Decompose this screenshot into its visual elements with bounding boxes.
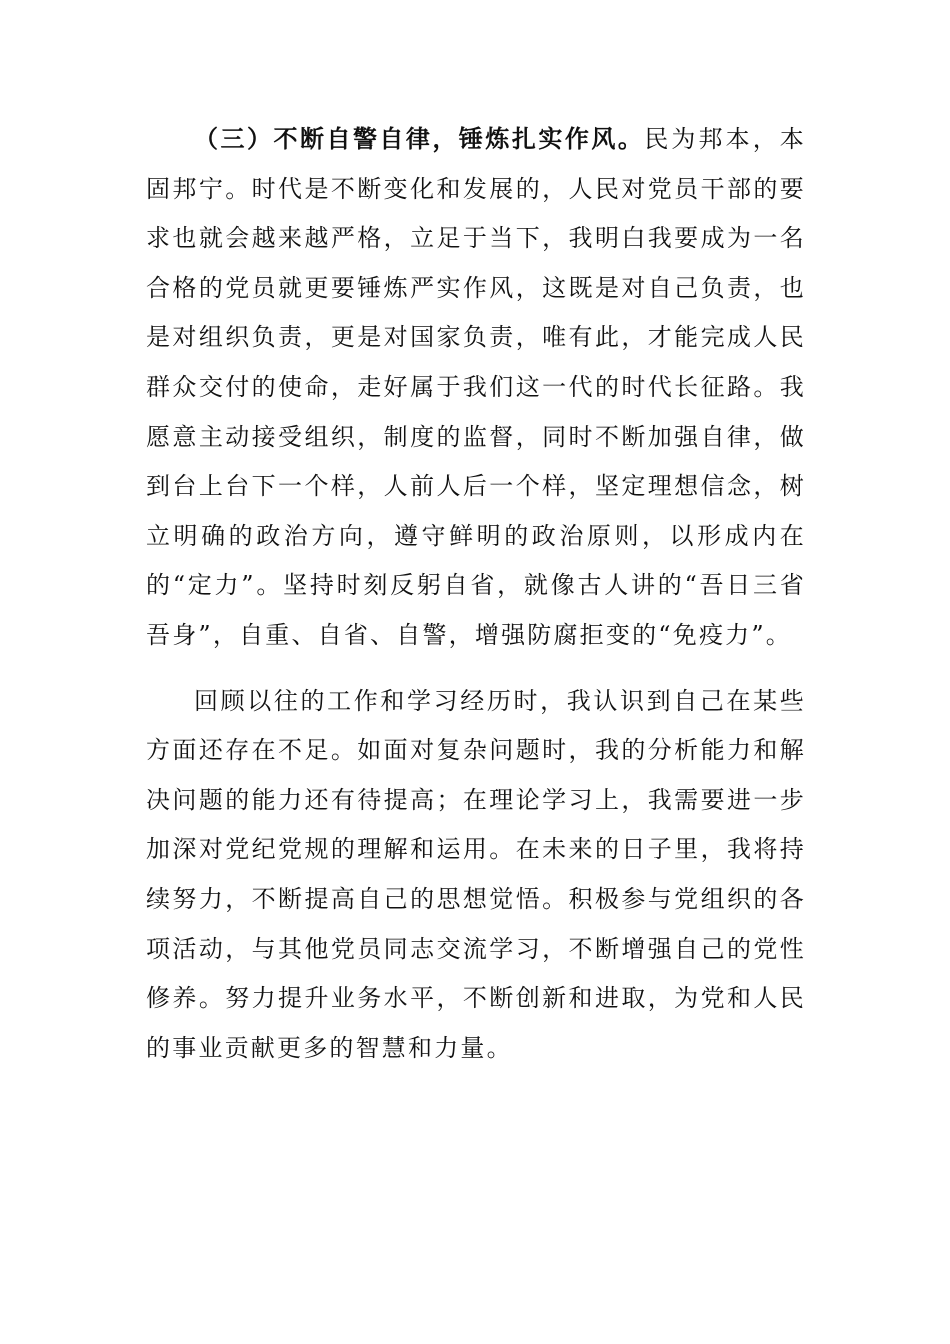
section-heading: （三）不断自警自律，锤炼扎实作风。 (194, 125, 645, 153)
paragraph-text: 回顾以往的工作和学习经历时，我认识到自己在某些方面还存在不足。如面对复杂问题时，我的分析能力和解决问题的能力还有待提高；在理论学习上，我需要进一步加深对党纪党规的理解和运用。在未来的日子里，我将持续努力，不断提高自己的思想觉悟。积极参与党组织的各项活动，与其他党员同志交流学习，不断增强自己的党性修养。努力提升业务水平，不断创新和进取，为党和人民的事业贡献更多的智慧和力量。 (146, 686, 806, 1062)
paragraph-text: 民为邦本，本固邦宁。时代是不断变化和发展的，人民对党员干部的要求也就会越来越严格，立足于当下，我明白我要成为一名合格的党员就更要锤炼严实作风，这既是对自己负责，也是对组织负责，更是对国家负责，唯有此，才能完成人民群众交付的使命，走好属于我们这一代的时代长征路。我愿意主动接受组织，制度的监督，同时不断加强自律，做到台上台下一个样，人前人后一个样，坚定理想信念，树立明确的政治方向，遵守鲜明的政治原则，以形成内在的“定力”。坚持时刻反躬自省，就像古人讲的“吾日三省吾身”，自重、自省、自警，增强防腐拒变的“免疫力”。 (146, 125, 806, 649)
paragraph-review (146, 677, 806, 1074)
document-body (146, 115, 806, 1073)
paragraph-self-discipline (146, 115, 806, 661)
